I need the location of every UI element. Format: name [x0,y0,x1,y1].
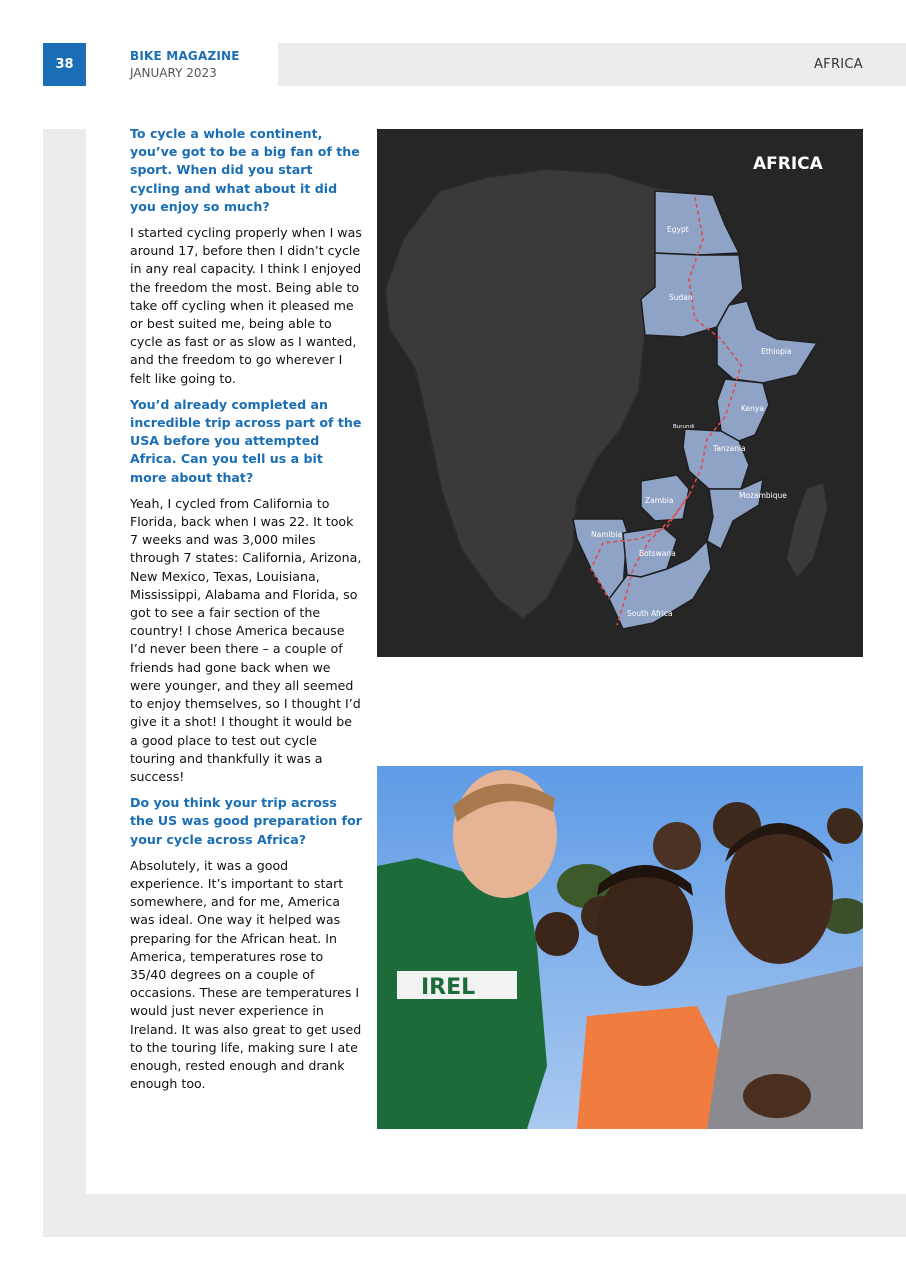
label-tanzania: Tanzania [713,444,746,453]
jersey-text: IREL [421,975,476,1000]
magazine-masthead [130,49,240,80]
cyclist-with-children-photo [377,766,863,1129]
label-mozambique: Mozambique [739,491,787,500]
left-decor-band [43,129,86,1237]
africa-route-map [377,129,863,657]
photo-illustration [377,766,863,1129]
interview-answer: I started cycling properly when I was around 17, before then I didn’t cycle in any real capacity. I think I enjoyed the freedom the most. Being able to take off cycling when it pleased me or best suited me, being able to cycle as fast or as slow as I wanted, and the freedom to go wherever I felt like going to. [130,225,362,386]
magazine-name: BIKE MAGAZINE [130,49,240,63]
mozambique-shape [707,479,763,549]
label-sudan: Sudan [669,293,693,302]
child-face [597,870,693,986]
label-kenya: Kenya [741,404,764,413]
interview-question: You’d already completed an incredible trip across part of the USA before you attempted Africa. Can you tell us a bit more about that? [130,396,362,485]
thumbs-up-hand [743,1074,811,1118]
bottom-decor-band [86,1194,906,1237]
header-band [278,43,906,86]
interview-answer: Absolutely, it was a good experience. It’s important to start somewhere, and for me, America was ideal. One way it helped was preparing for the African heat. In America, temperatures rose to 35/40 degrees on a couple of occasions. These are temperatures I would just never experience in Ireland. It was also great to get used to the touring life, making sure I ate enough, rested enough and drank enough too. [130,857,362,1092]
label-namibia: Namibia [591,530,623,539]
label-south-africa: South Africa [627,609,673,618]
child-head [653,822,701,870]
child-orange-shirt [577,1006,727,1129]
interview-answer: Yeah, I cycled from California to Florida, back when I was 22. It took 7 weeks and was 3,000 miles through 7 states: California, Arizona, New Mexico, Texas, Louisiana, Mississippi, Alabama and Florida, so got to see a fair section of the country! I chose America because I’d never been there – a couple of friends had gone back when we were younger, and they all seemed to enjoy themselves, so I thought I’d give it a shot! I thought it would be a good place to test out cycle touring and thankfully it was a success! [130,495,362,784]
label-egypt: Egypt [667,225,689,234]
label-burundi: Burundi [673,424,695,430]
section-title: AFRICA [813,57,863,72]
interview-question: To cycle a whole continent, you’ve got to be a big fan of the sport. When did you start cycling and what about it did you enjoy so much? [130,126,360,214]
interview-question: Do you think your trip across the US was good preparation for your cycle across Africa? [130,795,362,847]
label-zambia: Zambia [645,496,674,505]
article-column [130,125,362,1101]
child-head [535,912,579,956]
label-ethiopia: Ethiopia [761,347,792,356]
map-graphic [377,129,863,657]
egypt-shape [655,191,739,255]
map-title: AFRICA [753,154,823,174]
issue-date: JANUARY 2023 [130,66,217,80]
page-number: 38 [43,43,86,86]
label-botswana: Botswana [639,549,676,558]
child-head [827,808,863,844]
ethiopia-shape [717,301,817,383]
madagascar-island [787,483,827,577]
